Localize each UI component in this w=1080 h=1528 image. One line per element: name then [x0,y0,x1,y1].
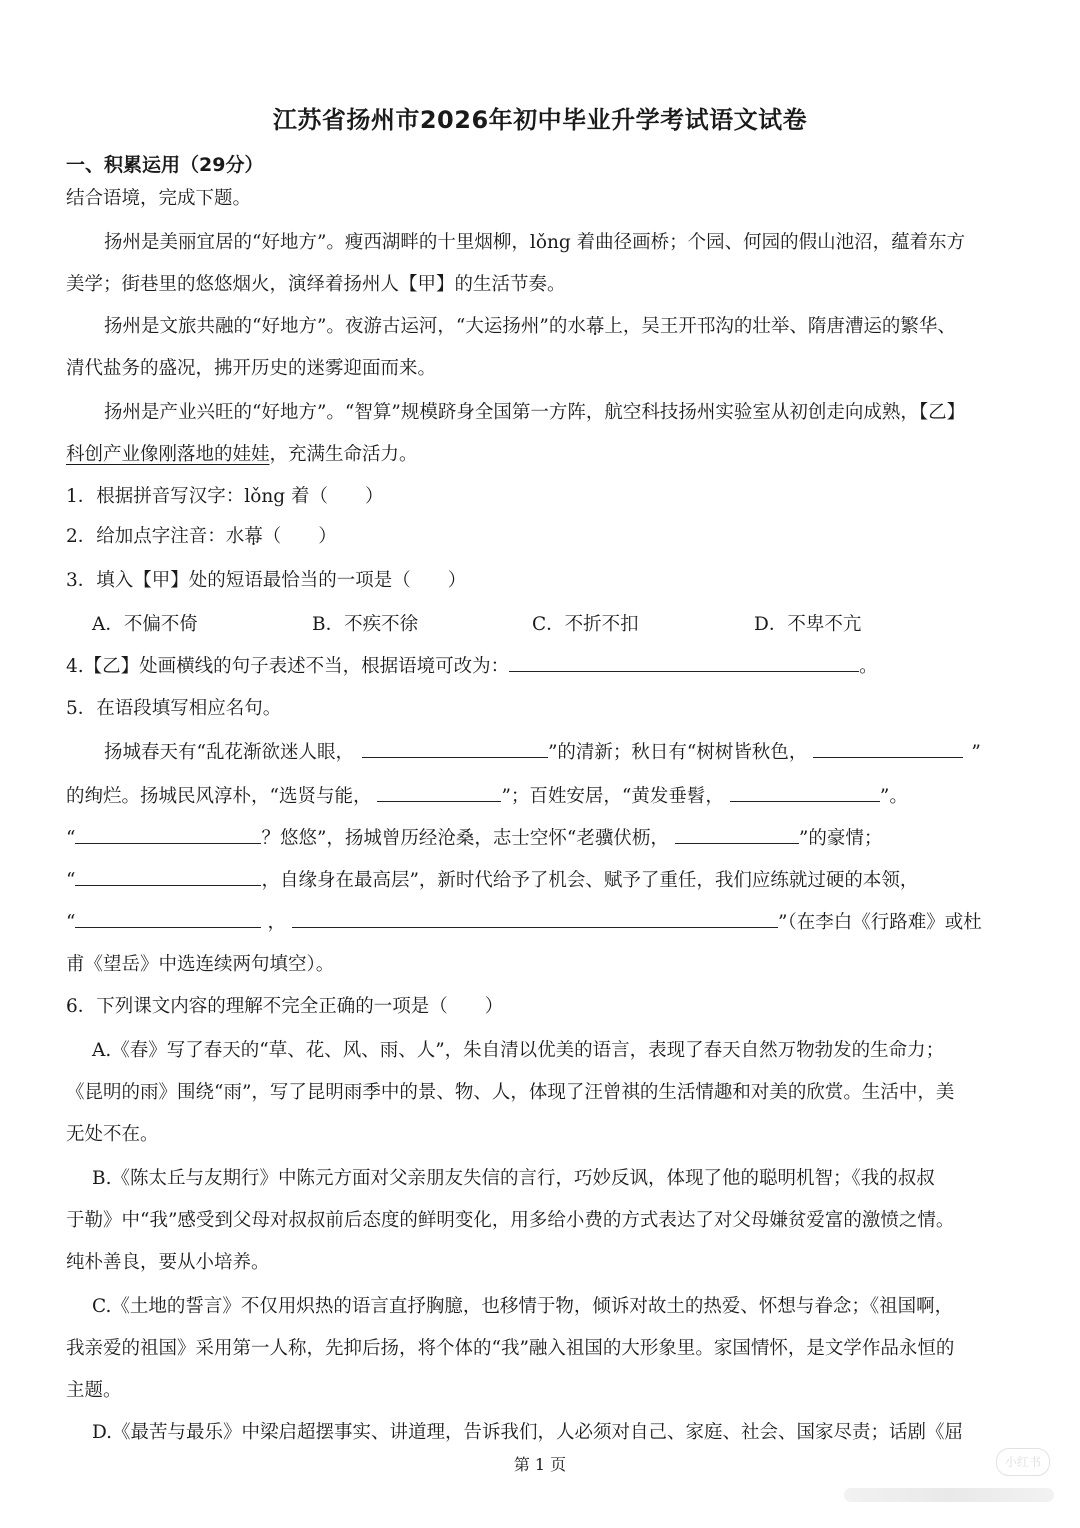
watermark-bar [844,1488,1054,1502]
answer-blank[interactable] [730,783,880,802]
underlined-sentence: 科创产业像刚落地的娃娃 [66,444,270,465]
q6-option-a: A.《春》写了春天的“草、花、风、雨、人”，朱自清以优美的语言，表现了春天自然万物勃发的生命力； [92,1040,945,1061]
intro-text: 结合语境，完成下题。 [66,188,252,209]
q6-option-b: B.《陈太丘与友期行》中陈元方面对父亲朋友失信的言行，巧妙反讽，体现了他的聪明机智；《我的叔叔 [92,1168,935,1189]
q6-option-c: C.《土地的誓言》不仅用炽热的语言直抒胸臆，也移情于物，倾诉对故土的热爱、怀想与眷念；《祖国啊， [92,1296,954,1317]
question-6: 6．下列课文内容的理解不完全正确的一项是（ ） [66,996,504,1017]
answer-blank[interactable] [75,825,261,844]
option-a: A．不偏不倚 [92,614,198,635]
fill-line: 扬城春天有“乱花渐欲迷人眼， ”的清新；秋日有“树树皆秋色， ” [104,738,981,764]
answer-blank[interactable] [292,909,778,928]
exam-title: 江苏省扬州市2026年初中毕业升学考试语文试卷 [272,106,808,134]
fill-line: 甫《望岳》中选连续两句填空）。 [66,954,335,975]
answer-blank[interactable] [675,825,799,844]
fill-line: “ ，自缘身在最高层”，新时代给予了机会、赋予了重任，我们应练就过硬的本领， [66,866,918,892]
question-2: 2．给加点字注音：水幕（ ） [66,522,337,548]
q6-option-a-cont: 《昆明的雨》围绕“雨”，写了昆明雨季中的景、物、人，体现了汪曾祺的生活情趣和对美的欣赏。生活中，美 [66,1082,955,1103]
q6-option-b-cont: 于勒》中“我”感受到父母对叔叔前后态度的鲜明变化，用多给小费的方式表达了对父母嫌贫爱富的激愤之情。 [66,1210,955,1231]
q6-option-c-cont: 我亲爱的祖国》采用第一人称，先抑后扬，将个体的“我”融入祖国的大形象里。家国情怀，是文学作品永恒的 [66,1338,955,1359]
q6-option-a-cont: 无处不在。 [66,1124,159,1145]
q6-option-c-cont: 主题。 [66,1380,122,1401]
question-5: 5．在语段填写相应名句。 [66,698,282,719]
answer-blank[interactable] [75,909,261,928]
watermark-logo: 小红书 [996,1448,1050,1476]
answer-blank[interactable] [509,653,859,672]
section-title: 一、积累运用（29分） [66,154,264,176]
question-3: 3．填入【甲】处的短语最恰当的一项是（ ） [66,570,467,591]
passage-line: 科创产业像刚落地的娃娃，充满生命活力。 [66,444,418,465]
answer-blank[interactable] [813,739,963,758]
fill-line: “ ， ”（在李白《行路难》或杜 [66,908,982,934]
dotted-char: 幕 [585,316,605,337]
page-number: 第 1 页 [513,1455,567,1474]
passage-line: 美学；街巷里的悠悠烟火，演绎着扬州人【甲】的生活节奏。 [66,274,566,295]
fill-line: 的绚烂。扬城民风淳朴，“选贤与能， ”；百姓安居，“黄发垂髫， ”。 [66,782,908,808]
passage-line: 扬州是产业兴旺的“好地方”。“智算”规模跻身全国第一方阵，航空科技扬州实验室从初创走向成熟，【乙】 [104,402,966,423]
passage-line: 扬州是美丽宜居的“好地方”。瘦西湖畔的十里烟柳，lǒng 着曲径画桥；个园、何园的假山池沼，蕴着东方 [104,232,966,253]
question-4: 4.【乙】处画横线的句子表述不当，根据语境可改为： 。 [66,652,878,678]
option-c: C．不折不扣 [532,614,639,635]
q6-option-b-cont: 纯朴善良，要从小培养。 [66,1252,270,1273]
passage-line: 扬州是文旅共融的“好地方”。夜游古运河，“大运扬州”的水幕上，吴王开邗沟的壮举、隋唐漕运的繁华、 [104,312,956,338]
option-b: B．不疾不徐 [312,614,419,635]
answer-blank[interactable] [362,739,548,758]
q6-option-d: D.《最苦与最乐》中梁启超摆事实、讲道理，告诉我们，人必须对自己、家庭、社会、国家尽责；话剧《屈 [92,1422,964,1443]
answer-blank[interactable] [377,783,501,802]
answer-blank[interactable] [75,867,261,886]
question-1: 1．根据拼音写汉字：lǒng 着（ ） [66,486,384,507]
fill-line: “ ？悠悠”，扬城曾历经沧桑，志士空怀“老骥伏枥， ”的豪情； [66,824,882,850]
dotted-char: 幕 [244,526,263,547]
passage-line: 清代盐务的盛况，拂开历史的迷雾迎面而来。 [66,358,437,379]
option-d: D．不卑不亢 [754,614,862,635]
